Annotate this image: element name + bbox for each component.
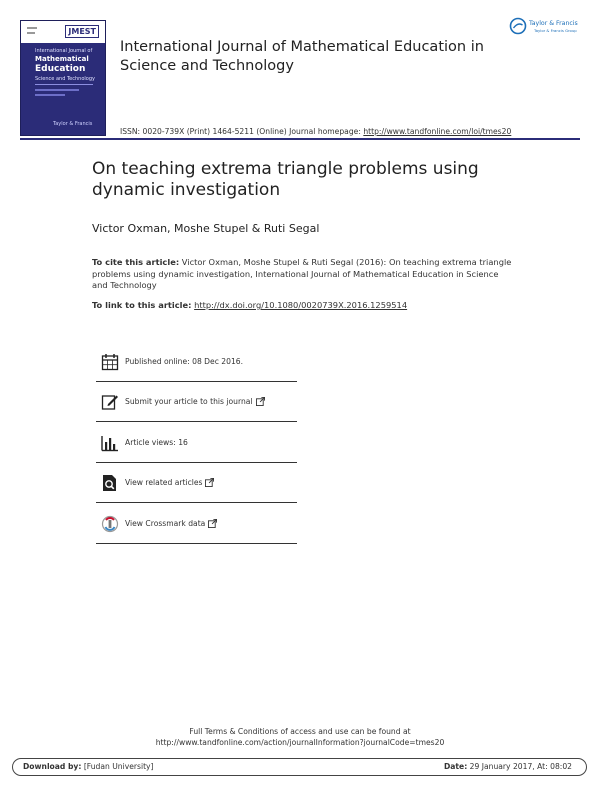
- submit-article-link[interactable]: Submit your article to this journal: [125, 397, 253, 406]
- publisher-logo-tagline: Taylor & Francis Group: [534, 28, 577, 33]
- cover-mark: [27, 32, 35, 34]
- crossmark-icon: [101, 515, 119, 533]
- terms-link[interactable]: http://www.tandfonline.com/action/journalInformation?journalCode=tmes20: [155, 738, 445, 747]
- download-date-label: Date:: [444, 762, 468, 771]
- article-authors: Victor Oxman, Moshe Stupel & Ruti Segal: [92, 222, 320, 235]
- citation: [92, 257, 512, 292]
- cover-divider: [35, 84, 93, 85]
- article-link-line: [92, 300, 407, 310]
- bar-chart-icon: [101, 434, 119, 452]
- download-date: [444, 762, 572, 771]
- issn-line: [120, 127, 511, 136]
- terms-line: Full Terms & Conditions of access and use can be found at: [189, 727, 411, 736]
- cover-line: Science and Technology: [35, 76, 95, 82]
- cover-publisher-logo: Taylor & Francis: [53, 121, 93, 127]
- related-articles-link[interactable]: View related articles: [125, 478, 203, 487]
- edit-icon: [101, 393, 119, 411]
- external-link-icon: [256, 397, 265, 406]
- cover-mark: [27, 27, 37, 29]
- journal-title: International Journal of Mathematical Education in Science and Technology: [120, 39, 484, 74]
- related-articles-row[interactable]: [96, 463, 297, 503]
- external-link-icon: [208, 519, 217, 528]
- article-views-text: Article views: 16: [125, 438, 188, 447]
- cover-header: [21, 21, 105, 43]
- article-title: On teaching extrema triangle problems using dynamic investigation: [92, 159, 479, 200]
- submit-article-row[interactable]: [96, 382, 297, 422]
- doi-link[interactable]: http://dx.doi.org/10.1080/0020739X.2016.1259514: [194, 300, 408, 310]
- citation-text: Victor Oxman, Moshe Stupel & Ruti Segal (2016): On teaching extrema triangle problems using dynamic investigation, International Journal of Mathematical Education in Science and Technology: [92, 257, 512, 290]
- header-divider: [20, 138, 580, 140]
- cover-divider: [35, 89, 79, 91]
- cover-line: Education: [35, 64, 86, 74]
- publisher-logo-name: Taylor & Francis: [529, 20, 578, 27]
- download-date-value: 29 January 2017, At: 08:02: [469, 762, 572, 771]
- citation-label: To cite this article:: [92, 257, 180, 267]
- download-by-value: [Fudan University]: [83, 762, 154, 771]
- cover-line: Mathematical: [35, 55, 89, 63]
- published-online-text: Published online: 08 Dec 2016.: [125, 357, 244, 366]
- journal-cover: [20, 20, 106, 136]
- publisher-logo-icon: [509, 16, 591, 36]
- article-views-row: [96, 423, 297, 463]
- issn-text: ISSN: 0020-739X (Print) 1464-5211 (Online) Journal homepage:: [120, 127, 361, 136]
- cover-tag: JMEST: [65, 25, 99, 38]
- journal-homepage-link[interactable]: http://www.tandfonline.com/loi/tmes20: [363, 127, 512, 136]
- article-link-label: To link to this article:: [92, 300, 192, 310]
- download-by: [23, 762, 154, 771]
- crossmark-link[interactable]: View Crossmark data: [125, 519, 206, 528]
- cover-line: International Journal of: [35, 48, 93, 54]
- published-online-row: [96, 342, 297, 382]
- crossmark-row[interactable]: [96, 504, 297, 544]
- terms-note: [100, 726, 500, 748]
- download-info-bar: [12, 758, 587, 776]
- external-link-icon: [205, 478, 214, 487]
- search-document-icon: [101, 474, 119, 492]
- calendar-icon: [101, 353, 119, 371]
- cover-divider: [35, 94, 65, 96]
- download-by-label: Download by:: [23, 762, 82, 771]
